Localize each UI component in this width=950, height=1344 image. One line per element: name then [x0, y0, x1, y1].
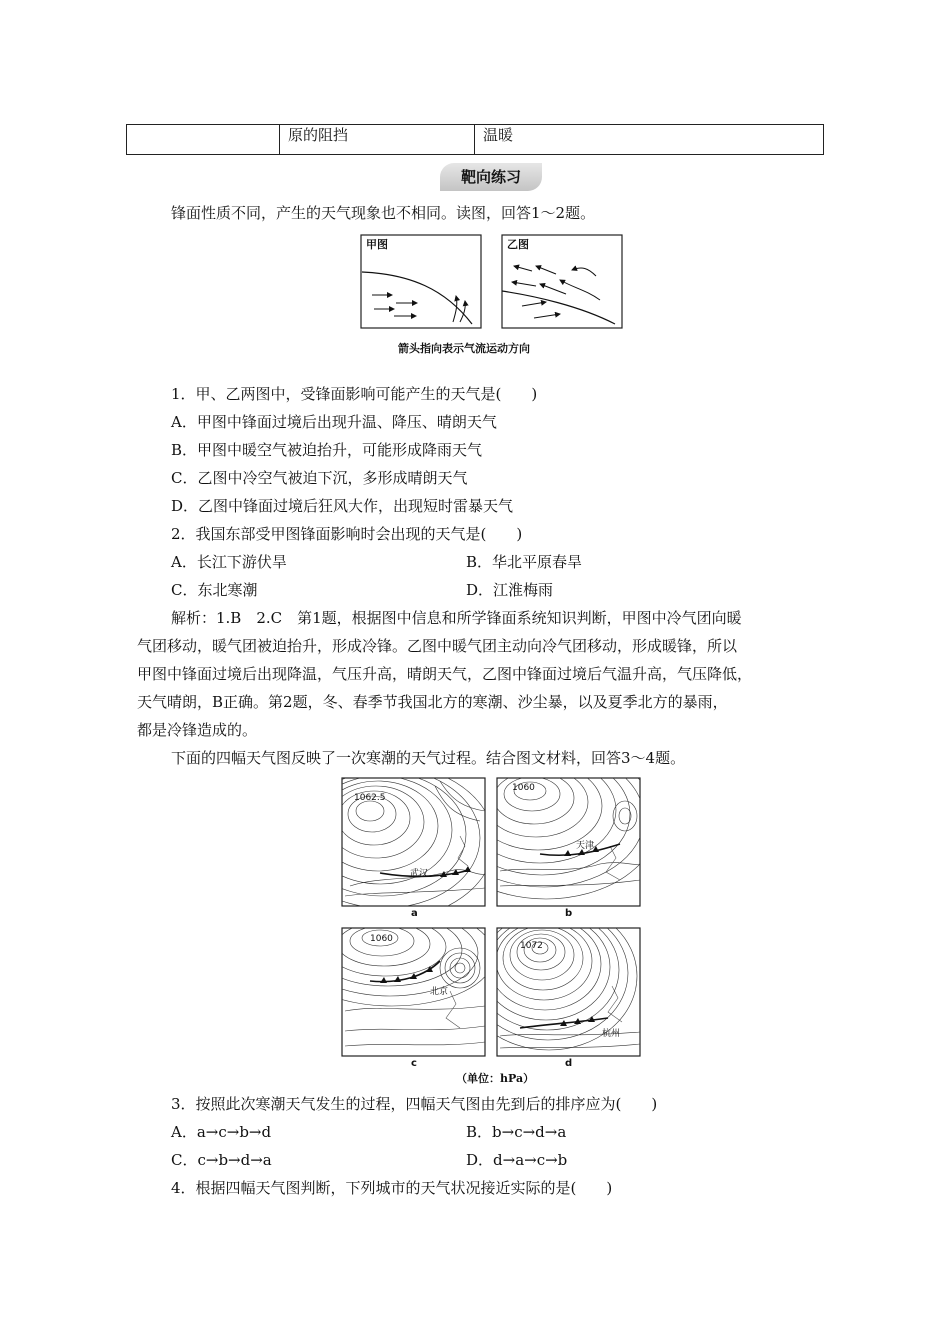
map-a-label: a: [411, 908, 418, 919]
q2-option-a: A．长江下游伏旱: [171, 553, 287, 571]
q1-option-a: A．甲图中锋面过境后出现升温、降压、晴朗天气: [171, 413, 497, 431]
analysis-line-4: 天气晴朗，B正确。第2题，冬、春季节我国北方的寒潮、沙尘暴，以及夏季北方的暴雨，: [137, 693, 728, 711]
intro-paragraph-1: 锋面性质不同，产生的天气现象也不相同。读图，回答1～2题。: [171, 204, 596, 222]
q3-option-a: A．a→c→b→d: [171, 1123, 272, 1141]
q3-option-b: B．b→c→d→a: [466, 1123, 567, 1141]
map-d-city: 杭州: [602, 1029, 621, 1039]
q2-option-c: C．东北寒潮: [171, 581, 258, 599]
map-a-city: 武汉: [410, 869, 429, 879]
weather-maps: [340, 776, 642, 1069]
q4-stem: 4．根据四幅天气图判断，下列城市的天气状况接近实际的是( ): [171, 1179, 613, 1197]
analysis-line-2: 气团移动，暖气团被迫抬升，形成冷锋。乙图中暖气团主动向冷气团移动，形成暖锋，所以: [137, 637, 738, 655]
table-cell-empty: [127, 125, 280, 155]
intro-paragraph-2: 下面的四幅天气图反映了一次寒潮的天气过程。结合图文材料，回答3～4题。: [171, 749, 686, 767]
q1-option-d: D．乙图中锋面过境后狂风大作，出现短时雷暴天气: [171, 497, 514, 515]
table-cell-warm: 温暖: [475, 125, 824, 155]
analysis-line-5: 都是冷锋造成的。: [137, 721, 258, 739]
q1-stem: 1．甲、乙两图中，受锋面影响可能产生的天气是( ): [171, 385, 538, 403]
map-b-label: b: [565, 908, 573, 919]
map-d: [461, 902, 640, 1069]
front-diagram: [360, 234, 624, 330]
map-a: [278, 764, 494, 920]
q3-option-c: C．c→b→d→a: [171, 1151, 272, 1169]
q2-option-b: B．华北平原春旱: [466, 553, 583, 571]
q2-stem: 2．我国东部受甲图锋面影响时会出现的天气是( ): [171, 525, 523, 543]
label-yi: 乙图: [507, 238, 529, 251]
map-b-city: 天津: [576, 841, 595, 851]
section-title-banner: 靶向练习: [440, 163, 542, 191]
map-a-pressure: 1062.5: [354, 793, 386, 803]
analysis-line-1: 解析：1.B 2.C 第1题，根据图中信息和所学锋面系统知识判断，甲图中冷气团向暖: [171, 609, 742, 627]
map-c-pressure: 1060: [370, 934, 393, 944]
figure1-caption: 箭头指向表示气流运动方向: [398, 342, 530, 355]
map-c-label: c: [411, 1058, 417, 1069]
maps-unit-caption: （单位：hPa）: [456, 1072, 535, 1085]
table-cell-barrier: 原的阻挡: [280, 125, 475, 155]
q3-stem: 3．按照此次寒潮天气发生的过程，四幅天气图由先到后的排序应为( ): [171, 1095, 658, 1113]
label-jia: 甲图: [366, 238, 388, 251]
q1-option-b: B．甲图中暖空气被迫抬升，可能形成降雨天气: [171, 441, 483, 459]
top-table: [126, 124, 824, 155]
analysis-line-3: 甲图中锋面过境后出现降温，气压升高，晴朗天气，乙图中锋面过境后气温升高，气压降低，: [137, 665, 753, 683]
map-d-pressure: 1072: [520, 941, 543, 951]
map-c-city: 北京: [430, 987, 449, 997]
map-c: [290, 906, 494, 1069]
q1-option-c: C．乙图中冷空气被迫下沉，多形成晴朗天气: [171, 469, 468, 487]
q3-option-d: D．d→a→c→b: [466, 1151, 568, 1169]
map-b-pressure: 1060: [512, 783, 535, 793]
map-d-label: d: [565, 1058, 573, 1069]
q2-option-d: D．江淮梅雨: [466, 581, 554, 599]
